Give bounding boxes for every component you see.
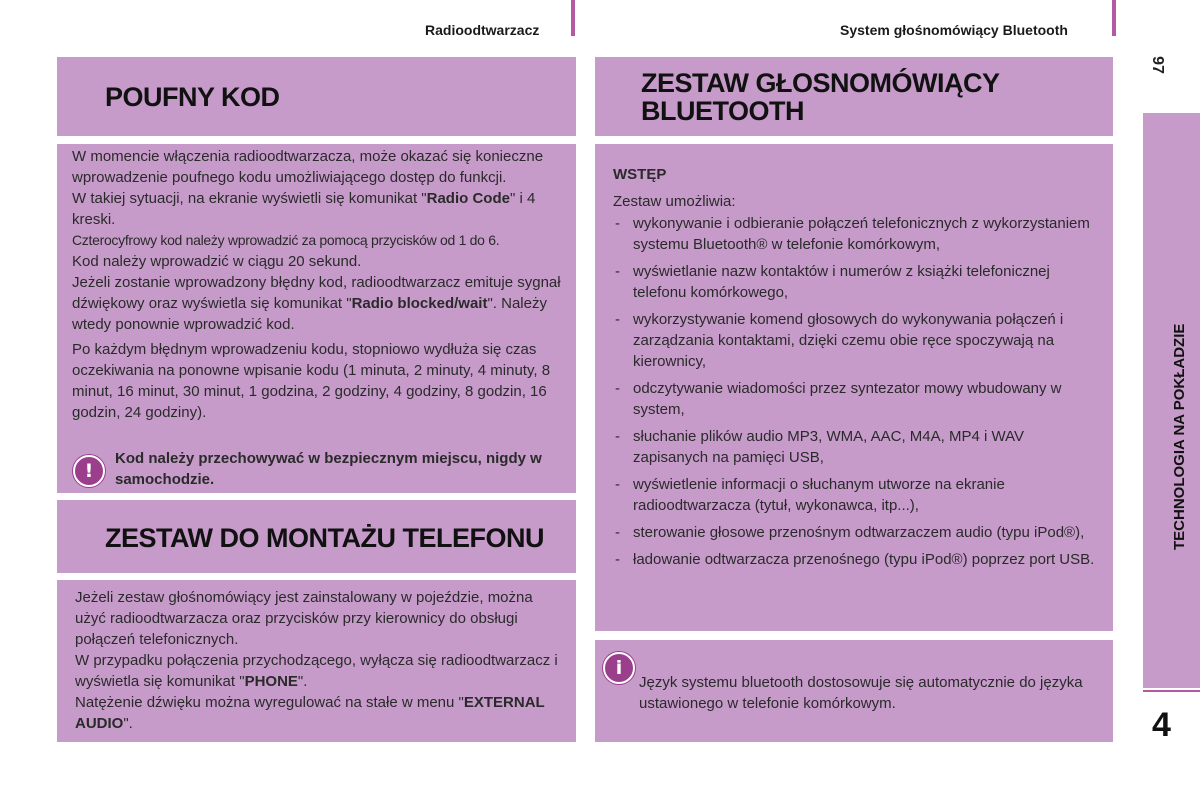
- bluetooth-title-box: [595, 57, 1113, 136]
- poufny-p1: W momencie włączenia radioodtwarzacza, może okazać się konieczne wprowadzenie poufnego kodu umożliwiającego dostęp do funkcji.: [72, 148, 544, 186]
- info-icon: i: [603, 652, 635, 684]
- list-item: - wyświetlanie nazw kontaktów i numerów z książki telefonicznej telefonu komórkowego,: [613, 261, 1103, 303]
- bluetooth-section-heading: WSTĘP: [613, 166, 667, 183]
- montaz-title: ZESTAW DO MONTAŻU TELEFONU: [105, 523, 544, 553]
- header-divider-left: [571, 0, 575, 36]
- chapter-label: TECHNOLOGIA NA POKŁADZIE: [1171, 323, 1188, 550]
- list-item: - wyświetlenie informacji o słuchanym utworze na ekranie radioodtwarzacza (tytuł, wykonawca, itp...),: [613, 474, 1103, 516]
- montaz-p1: Jeżeli zestaw głośnomówiący jest zainstalowany w pojeździe, można użyć radioodtwarzacza oraz przycisków przy kierownicy do obsługi połączeń telefonicznych.: [75, 589, 533, 648]
- bluetooth-feature-list: [613, 213, 1103, 576]
- poufny-title-box: [57, 57, 576, 136]
- poufny-p5: Jeżeli zostanie wprowadzony błędny kod, radioodtwarzacz emituje sygnał dźwiękowy oraz wyświetla się komunikat "Radio blocked/wait". Należy wtedy ponownie wprowadzić kod.: [72, 274, 561, 333]
- bluetooth-info-box: [595, 640, 1113, 742]
- poufny-p4: Kod należy wprowadzić w ciągu 20 sekund.: [72, 253, 362, 270]
- list-item: - ładowanie odtwarzacza przenośnego (typu iPod®) poprzez port USB.: [613, 549, 1103, 570]
- bluetooth-title-line2: BLUETOOTH: [641, 96, 804, 126]
- montaz-p3: Natężenie dźwięku można wyregulować na stałe w menu "EXTERNAL AUDIO".: [75, 694, 545, 732]
- bluetooth-info-text: Język systemu bluetooth dostosowuje się automatycznie do języka ustawionego w telefonie komórkowym.: [639, 674, 1083, 712]
- montaz-title-box: [57, 500, 576, 573]
- chapter-divider: [1143, 690, 1200, 692]
- bluetooth-title-line1: ZESTAW GŁOSNOMÓWIĄCY: [641, 68, 1000, 98]
- page-number: 97: [1149, 56, 1166, 74]
- montaz-text: [75, 587, 565, 734]
- list-item: - słuchanie plików audio MP3, WMA, AAC, M4A, MP4 i WAV zapisanych na pamięci USB,: [613, 426, 1103, 468]
- list-item: - wykonywanie i odbieranie połączeń telefonicznych z wykorzystaniem systemu Bluetooth® w telefonie komórkowym,: [613, 213, 1103, 255]
- header-right-title: System głośnomówiący Bluetooth: [840, 22, 1068, 38]
- poufny-title: POUFNY KOD: [105, 82, 280, 112]
- header-left-title: Radioodtwarzacz: [425, 22, 540, 38]
- poufny-p3: Czterocyfrowy kod należy wprowadzić za pomocą przycisków od 1 do 6.: [72, 232, 500, 248]
- poufny-text: [72, 146, 567, 423]
- header-divider-right: [1112, 0, 1116, 36]
- montaz-content-box: [57, 580, 576, 742]
- list-item: - sterowanie głosowe przenośnym odtwarzaczem audio (typu iPod®),: [613, 522, 1103, 543]
- poufny-p2: W takiej sytuacji, na ekranie wyświetli się komunikat "Radio Code" i 4 kreski.: [72, 190, 536, 228]
- poufny-p6: Po każdym błędnym wprowadzeniu kodu, stopniowo wydłuża się czas oczekiwania na ponowne wpisanie kodu (1 minuta, 2 minuty, 4 minuty, 8 minut, 16 minut, 30 minut, 1 godzina, 2 godziny, 4 godziny, 8 godzin, 16 godzin, 24 godziny).: [72, 341, 551, 421]
- chapter-number: 4: [1152, 706, 1171, 744]
- warning-icon: !: [73, 455, 105, 487]
- list-item: - wykorzystywanie komend głosowych do wykonywania połączeń i zarządzania kontaktami, dzięki czemu obie ręce spoczywają na kierownicy,: [613, 309, 1103, 372]
- poufny-warning: Kod należy przechowywać w bezpiecznym miejscu, nigdy w samochodzie.: [115, 450, 542, 488]
- bluetooth-intro: Zestaw umożliwia:: [613, 193, 736, 210]
- bluetooth-content-box: [595, 144, 1113, 631]
- list-item: - odczytywanie wiadomości przez syntezator mowy wbudowany w system,: [613, 378, 1103, 420]
- poufny-content-box: [57, 144, 576, 493]
- montaz-p2: W przypadku połączenia przychodzącego, wyłącza się radioodtwarzacz i wyświetla się komunikat "PHONE".: [75, 652, 558, 690]
